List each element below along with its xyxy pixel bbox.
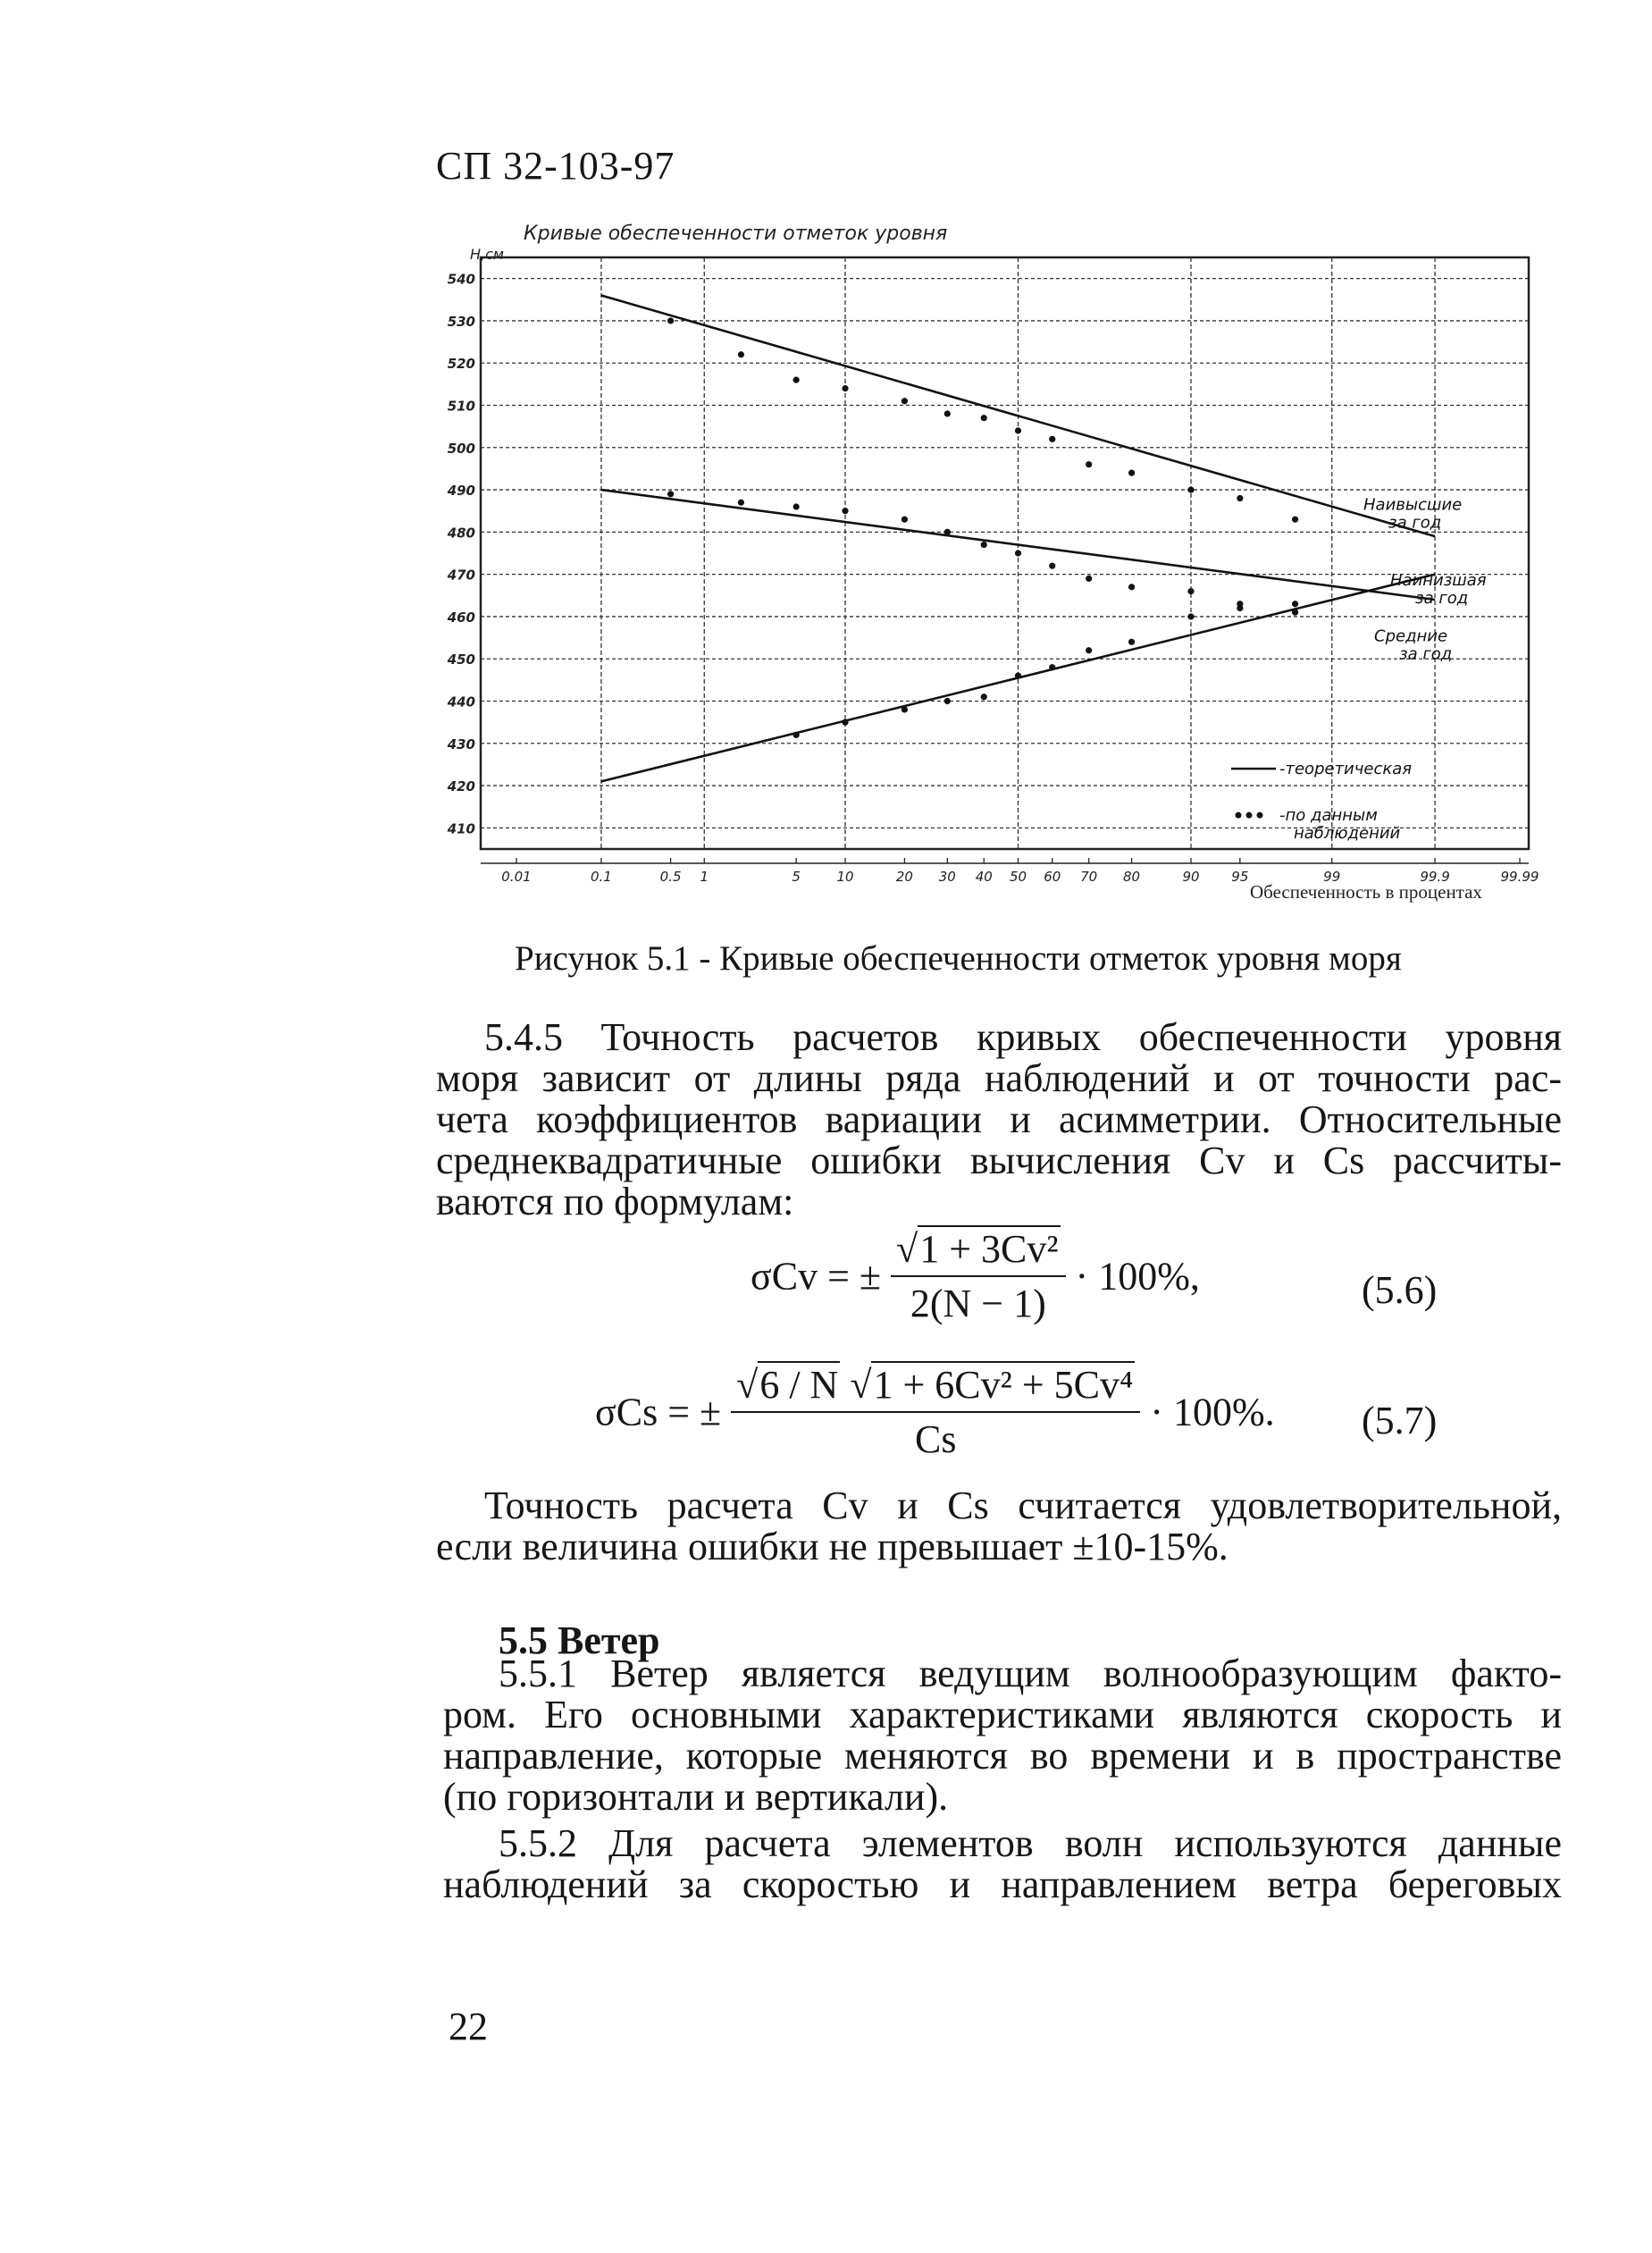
x-tick-label: 0.1 [591, 869, 612, 885]
x-tick-label: 99.9 [1420, 869, 1450, 885]
observation-point [944, 698, 951, 704]
observation-point [981, 694, 987, 700]
legend-dot-marker [1246, 812, 1253, 819]
observation-point [1187, 613, 1194, 619]
x-tick-label: 10 [836, 869, 854, 885]
y-tick-label: 530 [447, 313, 475, 330]
curve-label [1363, 495, 1462, 532]
x-tick-label: 1 [700, 869, 709, 885]
y-tick-label: 500 [447, 440, 475, 457]
observation-point [842, 385, 848, 391]
observation-point [901, 398, 908, 404]
observation-point [738, 351, 744, 357]
observation-point [1128, 639, 1135, 645]
formula-fraction: $\frac{\text{√6 / N √1 + 6Cv² + 5Cv⁴}}{Cs}$ [731, 1362, 1140, 1462]
y-axis-label: H,см [470, 246, 504, 263]
formula-sqrt: 1 + 3Cv² [919, 1227, 1059, 1271]
y-tick-label: 490 [447, 483, 475, 500]
equation-number-5-6: (5.6) [1362, 1268, 1438, 1312]
text-line: чета коэффициентов вариации и асимметрии. Относительные [436, 1097, 1562, 1141]
x-tick-label: 20 [895, 869, 913, 885]
x-tick-label: 99.99 [1500, 869, 1539, 885]
text-line: направление, которые меняются во времени и в пространстве [443, 1734, 1562, 1778]
observation-point [944, 529, 951, 535]
legend-label: -по данным [1279, 806, 1378, 826]
y-tick-label: 480 [447, 525, 475, 542]
formula-denominator: Cs [915, 1417, 957, 1461]
observation-point [1015, 427, 1021, 433]
y-tick-label: 450 [447, 652, 475, 668]
text-line: 5.5.2 Для расчета элементов волн используются данные [499, 1821, 1562, 1865]
observation-point [1015, 550, 1021, 556]
observation-points [667, 317, 1298, 738]
x-tick-label: 70 [1080, 869, 1098, 885]
y-tick-label: 540 [447, 271, 475, 288]
text-line: 5.4.5 Точность расчетов кривых обеспеченности уровня [484, 1015, 1562, 1059]
text-line: моря зависит от длины ряда наблюдений и от точности рас- [436, 1056, 1562, 1100]
formula-tail: · 100%. [1150, 1390, 1275, 1434]
x-tick-label: 80 [1123, 869, 1141, 885]
curve-label-line: за год [1388, 513, 1442, 533]
y-tick-label: 430 [447, 736, 475, 752]
observation-point [1292, 517, 1298, 523]
observation-point [1187, 486, 1194, 492]
formula-denominator: 2(N − 1) [910, 1282, 1046, 1325]
formula-tail: · 100%, [1075, 1254, 1200, 1299]
y-tick-labels [447, 272, 475, 837]
text-line: ваются по формулам: [436, 1180, 794, 1223]
x-tick-label: 5 [792, 869, 801, 885]
curve-label-line: Средние [1374, 626, 1448, 646]
legend-label: наблюдений [1294, 824, 1401, 844]
x-tick-label: 90 [1182, 869, 1200, 885]
curve-label-line: Наинизшая [1390, 570, 1487, 590]
formula-lhs: σCs = ± [595, 1390, 722, 1434]
observation-point [793, 377, 800, 383]
observation-point [901, 517, 908, 523]
observation-point [1292, 601, 1298, 607]
observation-point [1128, 584, 1135, 590]
text-line: (по горизонтали и вертикали). [443, 1775, 949, 1819]
text-line: Точность расчета Cv и Cs считается удовлетворительной, [484, 1484, 1562, 1527]
observation-point [1237, 495, 1243, 501]
curve-label [1390, 571, 1487, 608]
figure-caption: Рисунок 5.1 - Кривые обеспеченности отметок уровня моря [515, 939, 1402, 978]
curve-label-line: за год [1399, 644, 1453, 664]
x-tick-label: 60 [1044, 869, 1061, 885]
observation-point [842, 719, 848, 726]
observation-point [1086, 576, 1092, 582]
page-number: 22 [449, 2005, 488, 2048]
observation-point [1187, 588, 1194, 594]
equation-number-5-7: (5.7) [1362, 1399, 1438, 1442]
observation-point [1015, 673, 1021, 679]
y-tick-label: 460 [447, 609, 475, 626]
x-axis-label: Обеспеченность в процентах [1250, 881, 1482, 903]
curve-label-line: за год [1415, 588, 1469, 608]
observation-point [901, 706, 908, 712]
provision-curves-chart [445, 223, 1553, 921]
observation-point [981, 542, 987, 548]
observation-point [1237, 605, 1243, 611]
observation-point [981, 415, 987, 421]
y-tick-label: 520 [447, 356, 475, 373]
observation-point [1292, 609, 1298, 616]
observation-point [944, 410, 951, 416]
text-line: среднеквадратичные ошибки вычисления Cv и Cs рассчиты- [436, 1139, 1562, 1182]
section-heading-5-5: 5.5 Ветер [499, 1618, 660, 1662]
observation-point [793, 503, 800, 509]
y-tick-label: 470 [447, 567, 475, 584]
curve-label [1374, 627, 1452, 664]
x-tick-label: 40 [975, 869, 993, 885]
legend-label: -теоретическая [1279, 760, 1413, 779]
observation-point [738, 500, 744, 506]
formula-sqrt-a: 6 / N [759, 1363, 839, 1407]
x-tick-label: 99 [1323, 869, 1341, 885]
formula-5-7 [595, 1362, 1275, 1462]
text-line: ром. Его основными характеристиками являются скорость и [443, 1693, 1562, 1736]
paragraph-5-5-1 [443, 1653, 1562, 1818]
document-code: СП 32-103-97 [436, 144, 675, 188]
observation-point [667, 491, 674, 497]
y-tick-label: 410 [447, 820, 475, 837]
x-tick-label: 50 [1009, 869, 1027, 885]
x-tick-label: 0.5 [659, 869, 682, 885]
y-tick-label: 440 [447, 694, 475, 710]
curve-label-line: Наивысшие [1363, 495, 1463, 515]
observation-point [1086, 647, 1092, 653]
chart-legend [1231, 760, 1412, 843]
observation-point [1086, 461, 1092, 467]
observation-point [1049, 436, 1055, 442]
observation-point [1049, 563, 1055, 569]
formula-sqrt-b: 1 + 6Cv² + 5Cv⁴ [873, 1363, 1134, 1407]
accuracy-paragraph [436, 1485, 1562, 1568]
text-line: если величина ошибки не превышает ±10-15%. [436, 1525, 1229, 1568]
formula-fraction: $\frac{\text{√1 + 3Cv²}}{2(N - 1)}$ [891, 1226, 1066, 1326]
legend-dot-marker [1257, 812, 1263, 819]
paragraph-5-4-5 [436, 1017, 1562, 1223]
x-tick-label: 30 [938, 869, 956, 885]
text-line: наблюдений за скоростью и направлением ветра береговых [443, 1862, 1562, 1906]
formula-lhs: σCv = ± [751, 1254, 882, 1299]
observation-point [1049, 664, 1055, 670]
observation-point [793, 732, 800, 738]
y-tick-label: 510 [447, 398, 475, 415]
paragraph-5-5-2 [443, 1823, 1562, 1905]
observation-point [842, 508, 848, 514]
formula-5-6 [751, 1226, 1200, 1326]
x-tick-label: 95 [1231, 869, 1249, 885]
legend-dot-marker [1236, 812, 1242, 819]
chart-title: Кривые обеспеченности отметок уровня [524, 223, 948, 245]
x-tick-label: 0.01 [501, 869, 532, 885]
observation-point [667, 317, 674, 324]
observation-point [1128, 470, 1135, 476]
y-tick-label: 420 [447, 778, 475, 795]
text-line: 5.5.1 Ветер является ведущим волнообразующим факто- [499, 1652, 1562, 1695]
